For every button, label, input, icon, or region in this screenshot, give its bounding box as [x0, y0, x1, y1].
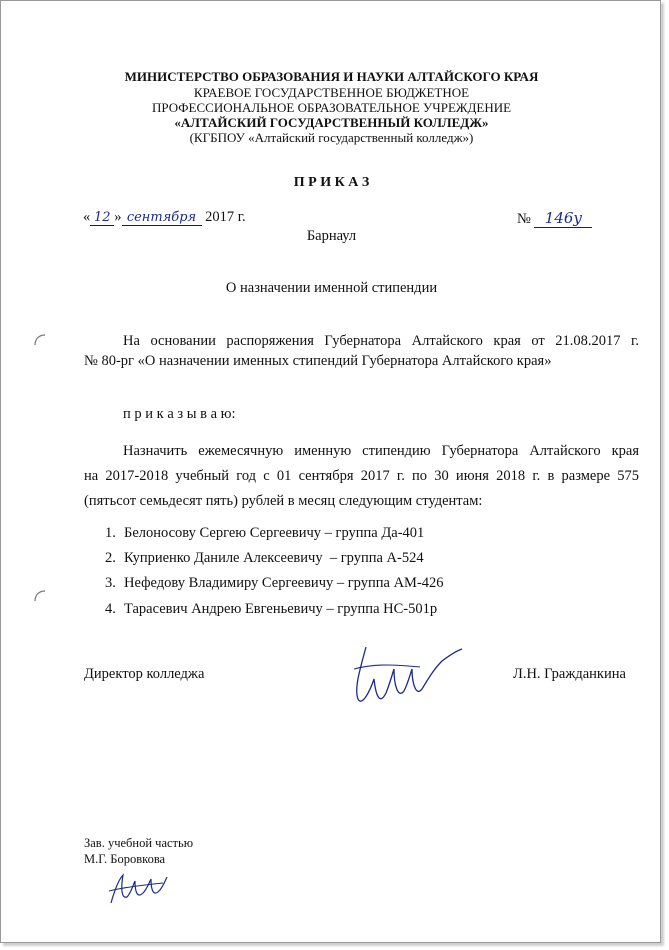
list-item	[105, 601, 437, 618]
list-item-text: Нефедову Владимиру Сергеевичу – группа АМ-426	[124, 575, 444, 591]
approver-name: М.Г. Боровкова	[84, 852, 166, 866]
director-signature	[346, 639, 466, 711]
approver-signature	[105, 867, 171, 911]
institution-type-line: КРАЕВОЕ ГОСУДАРСТВЕННОЕ БЮДЖЕТНОЕ	[193, 85, 470, 100]
punch-hole-mark	[33, 333, 47, 347]
order-command: п р и к а з ы в а ю:	[123, 406, 236, 422]
list-item	[105, 550, 424, 567]
approver-title: Зав. учебной частью	[84, 836, 194, 850]
order-date	[83, 209, 246, 226]
list-item-number: 3.	[105, 575, 116, 591]
date-close-quote: »	[114, 209, 122, 225]
date-day-handwritten: 12	[90, 210, 114, 226]
date-year: 2017 г.	[205, 209, 246, 225]
list-item-number: 2.	[105, 550, 116, 566]
institution-type-line-2: ПРОФЕССИОНАЛЬНОЕ ОБРАЗОВАТЕЛЬНОЕ УЧРЕЖДЕНИЕ	[151, 100, 512, 115]
basis-line-1: На основании распоряжения Губернатора Алтайского края от 21.08.2017 г.	[123, 333, 639, 349]
order-number	[517, 209, 592, 228]
decree-line-2: на 2017-2018 учебный год с 01 сентября 2017 г. по 30 июня 2018 г. в размере 575	[84, 468, 639, 484]
list-item-text: Тарасевич Андрею Евгеньевичу – группа НС-501р	[124, 601, 438, 617]
order-subject: О назначении именной стипендии	[225, 280, 438, 296]
basis-line-2: № 80-рг «О назначении именных стипендий Губернатора Алтайского края»	[84, 353, 552, 369]
decree-line-1: Назначить ежемесячную именную стипендию Губернатора Алтайского края	[123, 443, 639, 459]
order-number-label: №	[517, 211, 531, 227]
list-item-text: Белоносову Сергею Сергеевичу – группа Да-401	[124, 525, 425, 541]
college-abbreviation: (КГБПОУ «Алтайский государственный колледж»)	[189, 130, 474, 145]
punch-hole-mark	[33, 589, 47, 603]
date-month-handwritten: сентября	[122, 210, 202, 226]
city: Барнаул	[306, 228, 357, 244]
college-name: «АЛТАЙСКИЙ ГОСУДАРСТВЕННЫЙ КОЛЛЕДЖ»	[174, 115, 489, 130]
list-item-number: 1.	[105, 525, 116, 541]
order-title: П Р И К А З	[293, 175, 370, 190]
list-item	[105, 575, 444, 592]
list-item-text: Куприенко Даниле Алексеевичу – группа А-524	[124, 550, 424, 566]
list-item-number: 4.	[105, 601, 116, 617]
ministry-heading: МИНИСТЕРСТВО ОБРАЗОВАНИЯ И НАУКИ АЛТАЙСКОГО КРАЯ	[124, 69, 539, 84]
date-open-quote: «	[83, 209, 91, 225]
order-number-handwritten: 146у	[534, 209, 592, 228]
director-title: Директор колледжа	[84, 666, 205, 682]
list-item	[105, 525, 424, 542]
decree-line-3: (пятьсот семьдесят пять) рублей в месяц следующим студентам:	[84, 493, 483, 509]
director-name: Л.Н. Гражданкина	[513, 666, 626, 682]
